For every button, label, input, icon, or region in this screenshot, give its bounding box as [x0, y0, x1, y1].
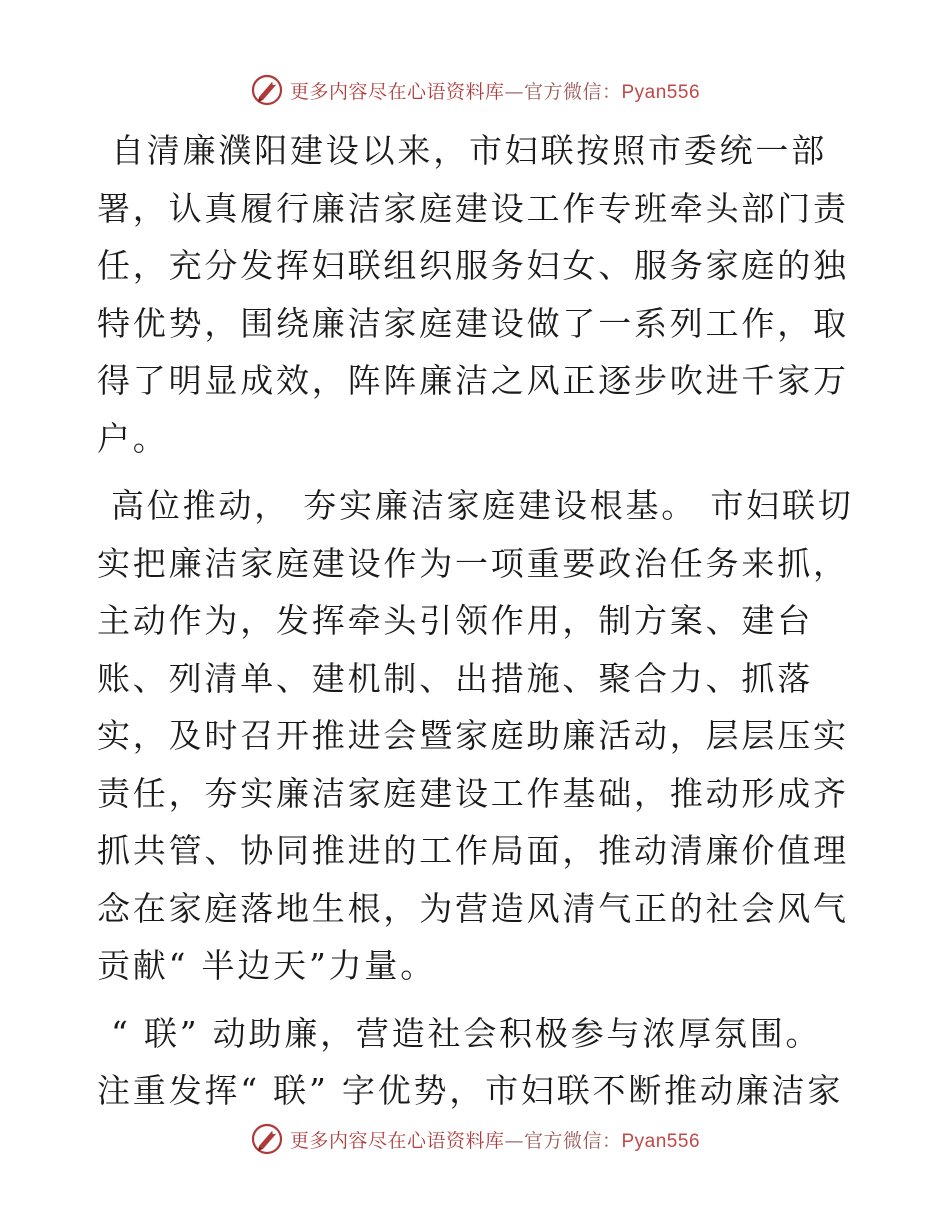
banner-dash: — — [504, 1129, 524, 1152]
pen-logo-icon — [250, 73, 284, 107]
banner-main-text: 更多内容尽在心语资料库 — [289, 1129, 505, 1152]
pen-logo-icon — [250, 1122, 284, 1156]
header-banner — [0, 68, 950, 112]
banner-wechat-id: Pyan556 — [621, 1130, 701, 1152]
banner-text — [290, 1126, 700, 1153]
banner-wechat-id: Pyan556 — [621, 81, 701, 103]
banner-wechat-label: 官方微信： — [523, 80, 622, 103]
document-body — [97, 122, 857, 1120]
banner-dash: — — [504, 80, 524, 103]
footer-banner — [0, 1117, 950, 1161]
banner-text — [290, 77, 700, 104]
banner-wechat-label: 官方微信： — [523, 1129, 622, 1152]
paragraph-3: “ 联” 动助廉，营造社会积极参与浓厚氛围。注重发挥“ 联” 字优势，市妇联不断推动廉洁家 — [97, 1013, 844, 1110]
banner-main-text: 更多内容尽在心语资料库 — [289, 80, 505, 103]
paragraph-2: 高位推动， 夯实廉洁家庭建设根基。 市妇联切实把廉洁家庭建设作为一项重要政治任务来抓，主动作为，发挥牵头引领作用，制方案、建台账、列清单、建机制、出措施、聚合力、抓落实，及时召开推进会暨家庭助廉活动，层层压实责任，夯实廉洁家庭建设工作基础，推动形成齐抓共管、协同推进的工作局面，推动清廉价值理念在家庭落地生根，为营造风清气正的社会风气贡献“ 半边天”力量。 — [97, 486, 854, 985]
paragraph-1: 自清廉濮阳建设以来，市妇联按照市委统一部署，认真履行廉洁家庭建设工作专班牵头部门责任，充分发挥妇联组织服务妇女、服务家庭的独特优势，围绕廉洁家庭建设做了一系列工作，取得了明显成效，阵阵廉洁之风正逐步吹进千家万户。 — [97, 131, 849, 458]
